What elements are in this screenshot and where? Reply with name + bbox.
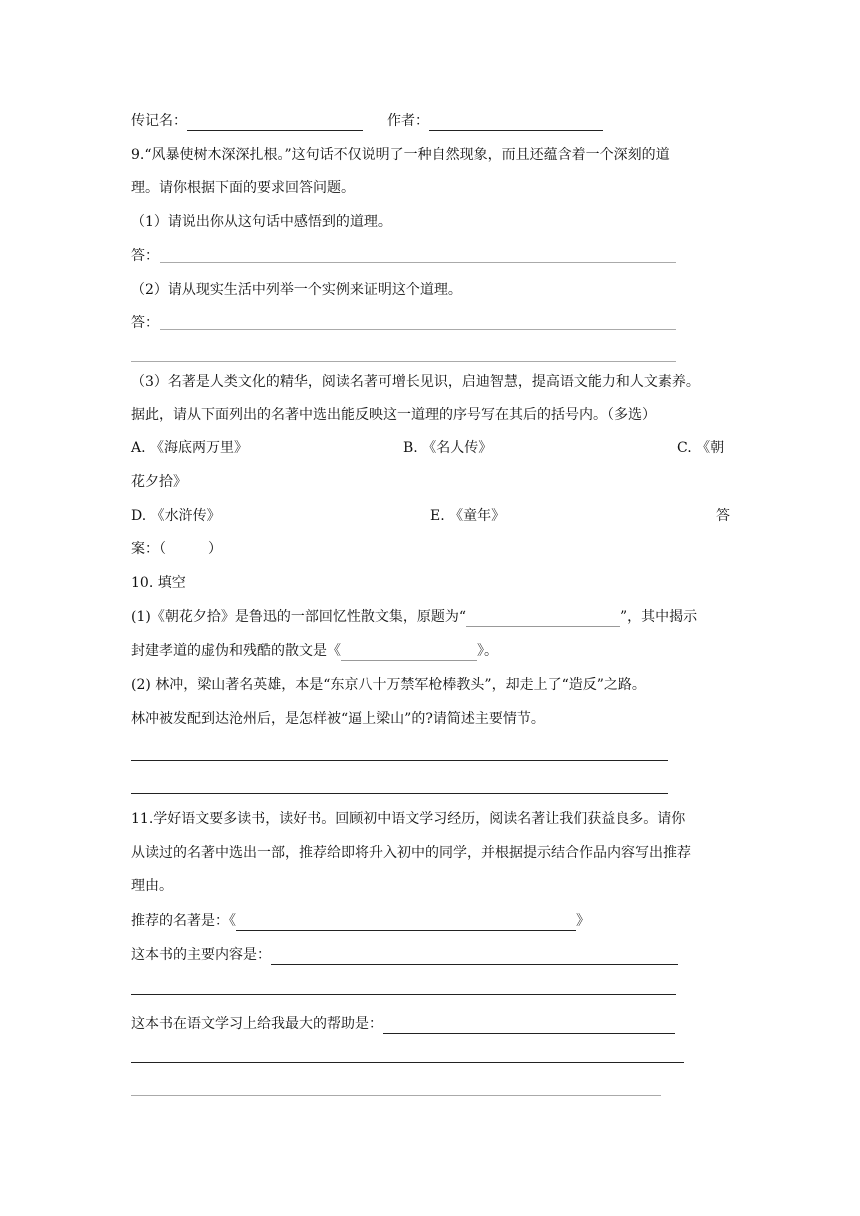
option-c: C. 《朝 (677, 440, 725, 456)
q9-part1-answer-label: 答： (131, 248, 159, 264)
answer-parentheses[interactable]: 案：（ ） (131, 541, 222, 557)
option-b: B. 《名人传》 (403, 440, 493, 456)
original-title-blank[interactable] (466, 610, 620, 627)
q10-title: 10. 填空 (131, 575, 186, 591)
help-line (131, 1014, 675, 1034)
q9-stem-line-2: 理。请你根据下面的要求回答问题。 (131, 180, 355, 196)
biography-label: 传记名： (131, 113, 187, 129)
recommend-line (131, 911, 590, 931)
option-c-continued: 花夕拾》 (131, 474, 187, 490)
q11-stem-line-3: 理由。 (131, 878, 173, 894)
help-label: 这本书在语文学习上给我最大的帮助是： (131, 1016, 383, 1032)
q10-sub2-line-1: (2) 林冲，梁山著名英雄，本是“东京八十万禁军枪棒教头”，却走上了“造反”之路。 (131, 677, 646, 693)
author-blank[interactable] (429, 114, 603, 131)
author-label: 作者： (387, 113, 429, 129)
q10-sub2-line-2: 林冲被发配到达沧州后，是怎样被“逼上梁山”的?请简述主要情节。 (131, 711, 545, 727)
recommend-blank[interactable] (236, 914, 576, 931)
q10-sub1-line-1 (131, 607, 697, 627)
q10-sub1-line-2 (131, 641, 498, 661)
q9-part2-answer-line[interactable] (160, 329, 676, 330)
content-label: 这本书的主要内容是： (131, 947, 271, 963)
content-line-2[interactable] (131, 994, 676, 995)
q9-part2-answer-label: 答： (131, 315, 159, 331)
help-line-2[interactable] (131, 1062, 684, 1063)
help-blank[interactable] (383, 1017, 675, 1034)
q10-sub1-text-b: ”，其中揭示 (620, 609, 698, 625)
option-e: E. 《童年》 (430, 508, 506, 524)
q10-sub1-text-d: 》。 (477, 643, 498, 659)
q11-stem-line-2: 从读过的名著中选出一部，推荐给即将升入初中的同学，并根据提示结合作品内容写出推荐 (131, 845, 691, 861)
content-blank[interactable] (271, 948, 678, 965)
option-a: A. 《海底两万里》 (131, 440, 249, 456)
biography-blank[interactable] (187, 114, 363, 131)
q11-stem-line-1: 11.学好语文要多读书，读好书。回顾初中语文学习经历，阅读名著让我们获益良多。请你 (131, 811, 686, 827)
q9-part1-answer-line[interactable] (160, 262, 676, 263)
q9-part2: （2）请从现实生活中列举一个实例来证明这个道理。 (131, 282, 462, 298)
content-line (131, 945, 678, 965)
option-d: D. 《水浒传》 (131, 508, 221, 524)
biography-line (131, 111, 603, 131)
q9-part1: （1）请说出你从这句话中感悟到的道理。 (131, 214, 392, 230)
q10-answer-line-1[interactable] (131, 760, 668, 761)
q10-answer-line-2[interactable] (131, 793, 668, 794)
q9-part3-line-1: （3）名著是人类文化的精华，阅读名著可增长见识，启迪智慧，提高语文能力和人文素养。 (131, 374, 700, 390)
q10-sub1-text-a: (1)《朝花夕拾》是鲁迅的一部回忆性散文集，原题为“ (131, 609, 466, 625)
essay-title-blank[interactable] (341, 644, 477, 661)
help-line-3[interactable] (131, 1095, 661, 1096)
q9-part3-line-2: 据此，请从下面列出的名著中选出能反映这一道理的序号写在其后的括号内。（多选） (131, 407, 656, 423)
q10-sub1-text-c: 封建孝道的虚伪和残酷的散文是《 (131, 643, 341, 659)
q9-stem-line-1: 9.“风暴使树木深深扎根。”这句话不仅说明了一种自然现象，而且还蕴含着一个深刻的道 (131, 147, 670, 163)
q9-part2-answer-line-2[interactable] (131, 361, 676, 362)
recommend-label: 推荐的名著是：《 (131, 913, 236, 929)
recommend-close: 》 (576, 913, 590, 929)
answer-label-tail: 答 (716, 508, 730, 524)
